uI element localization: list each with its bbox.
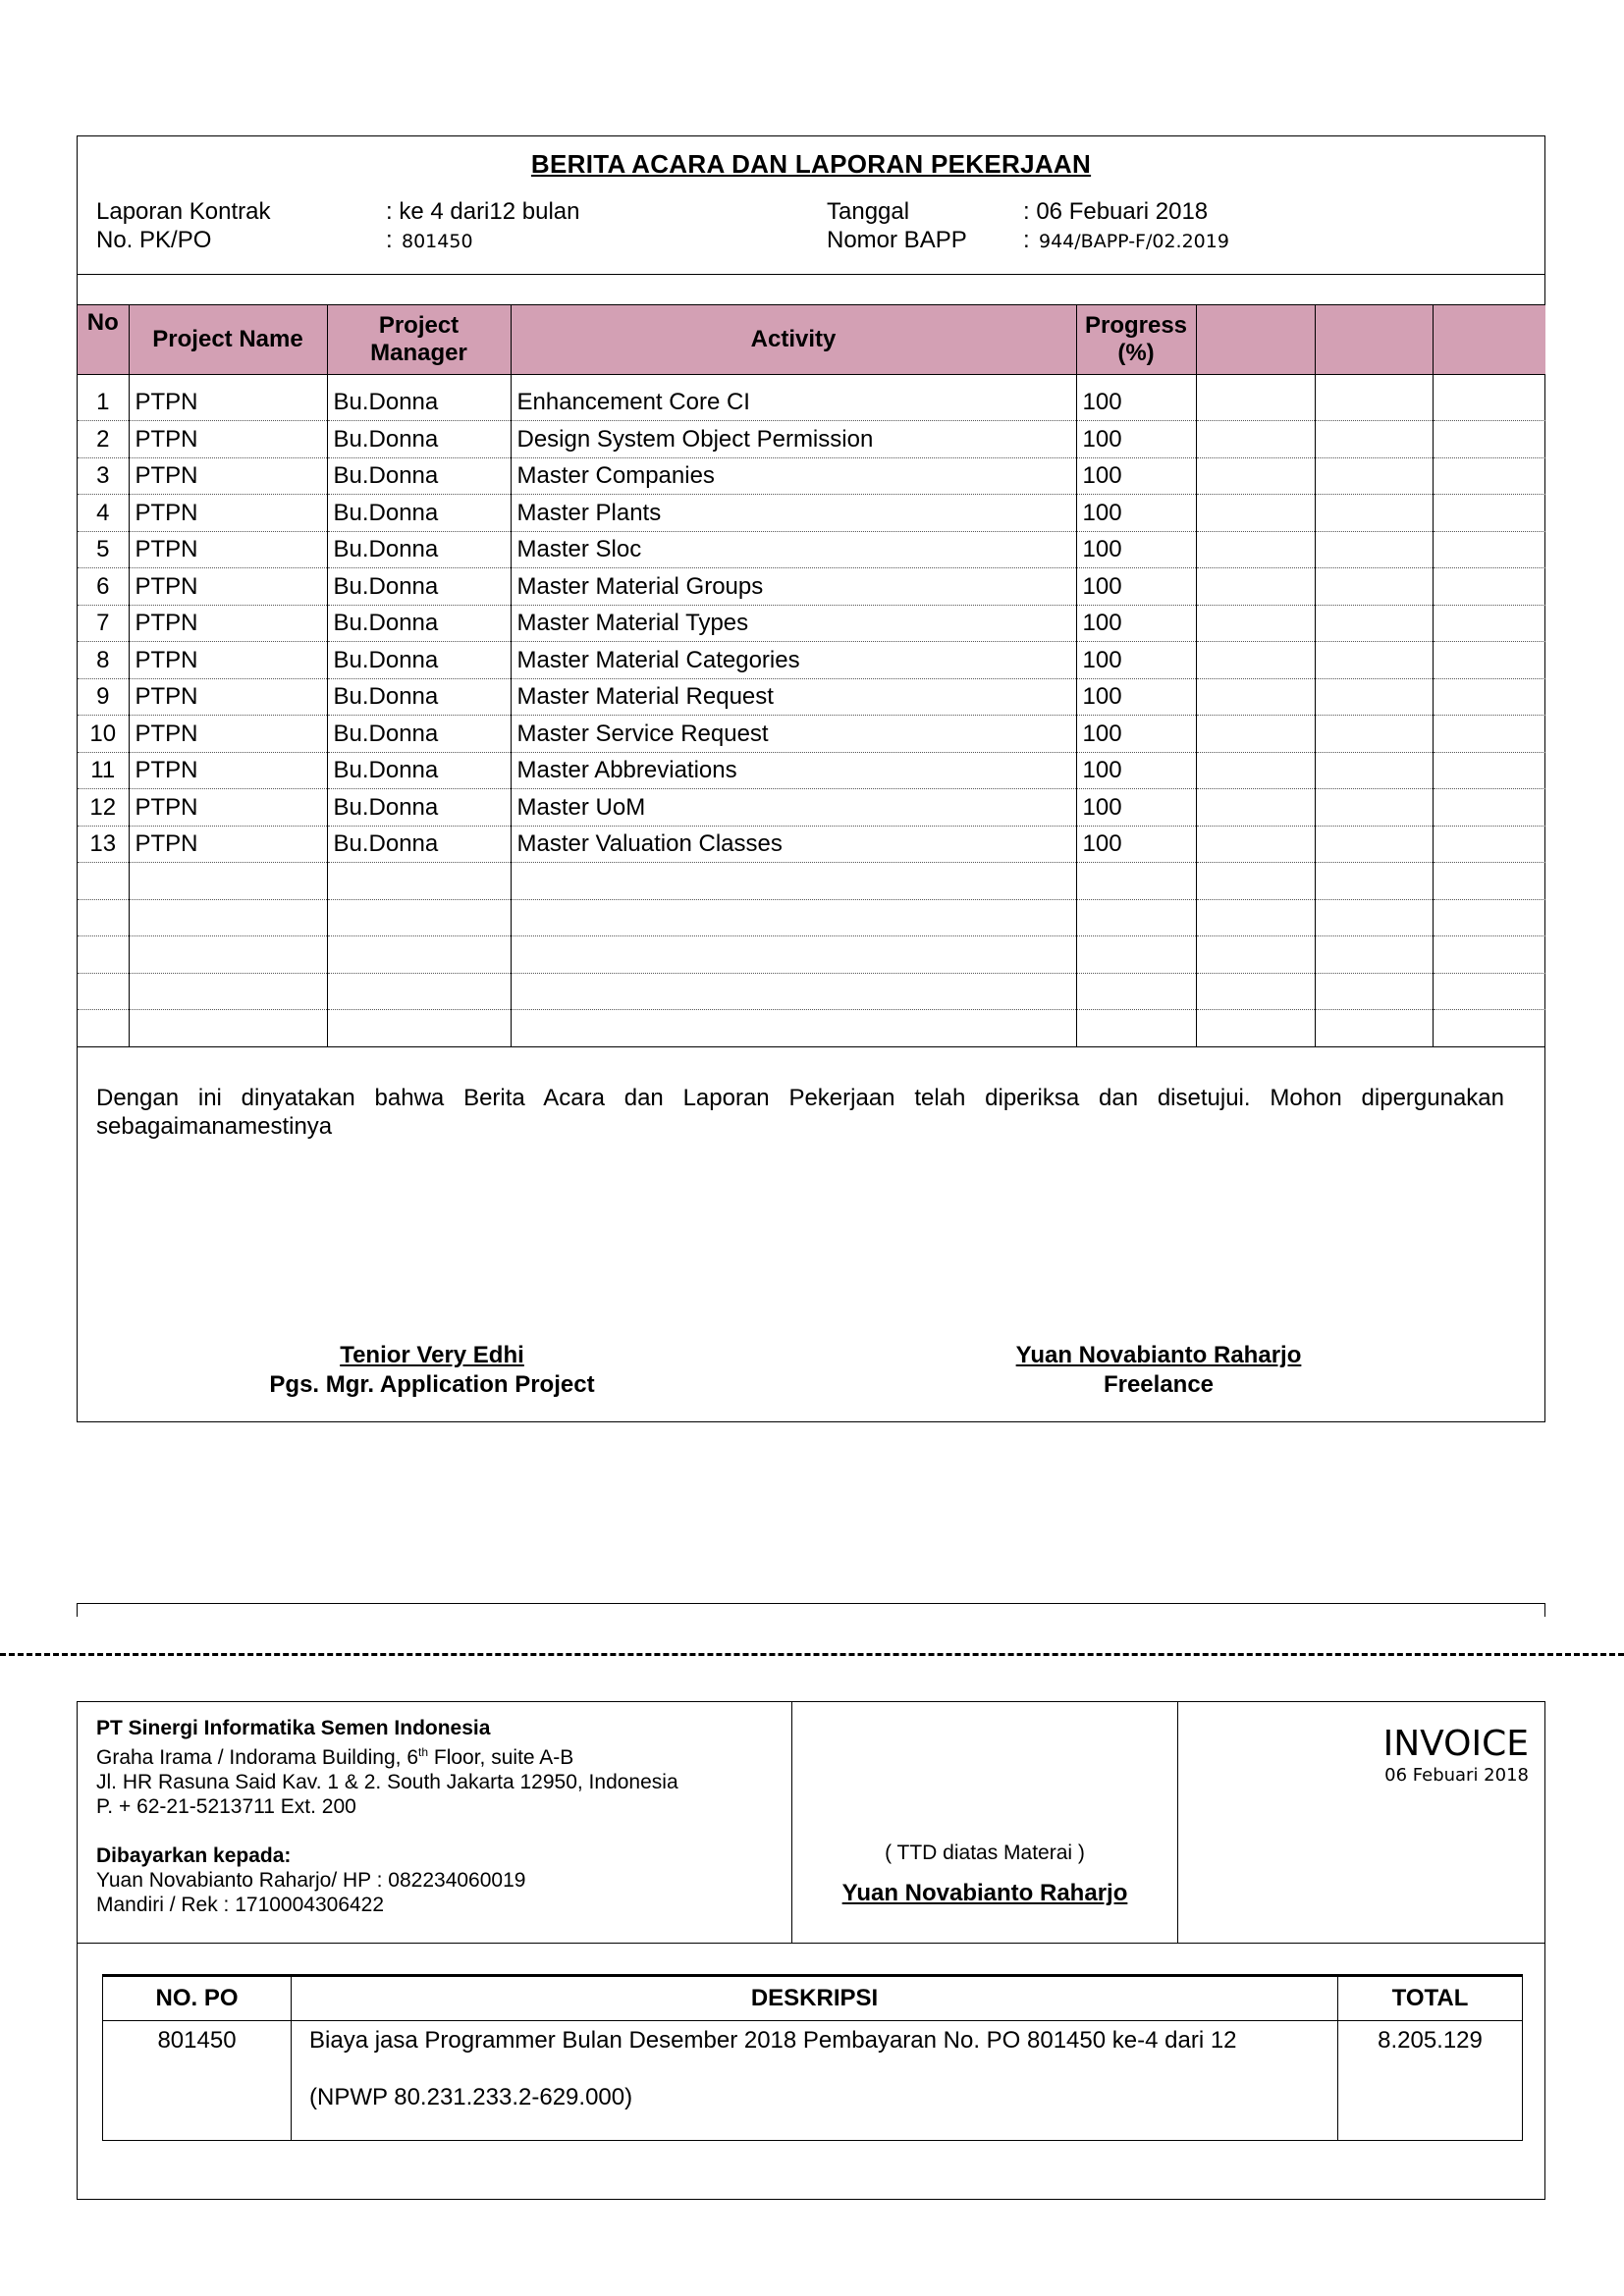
empty-cell [1433, 826, 1545, 863]
nomor-bapp-value: 944/BAPP-F/02.2019 [1039, 231, 1229, 252]
empty-cell [129, 863, 327, 900]
laporan-kontrak-label: Laporan Kontrak [96, 198, 271, 225]
cell-project: PTPN [129, 421, 327, 458]
cell-no: 6 [78, 568, 129, 606]
empty-cell [1433, 899, 1545, 936]
empty-cell [327, 936, 511, 974]
table-row [78, 457, 1545, 495]
empty-cell [1315, 531, 1433, 568]
empty-cell [1315, 642, 1433, 679]
cell-no: 7 [78, 605, 129, 642]
cell-no: 8 [78, 642, 129, 679]
empty-cell [1315, 789, 1433, 827]
empty-cell [511, 1010, 1076, 1047]
cell-project: PTPN [129, 678, 327, 716]
empty-cell [1196, 826, 1315, 863]
empty-cell [78, 863, 129, 900]
cell-project: PTPN [129, 495, 327, 532]
no-pkpo-colon: : [386, 227, 393, 253]
empty-cell [1196, 568, 1315, 606]
table-row [78, 495, 1545, 532]
empty-cell [1433, 375, 1545, 421]
table-row [78, 826, 1545, 863]
table-header-row [78, 305, 1545, 375]
laporan-kontrak-value: : ke 4 dari12 bulan [386, 198, 580, 225]
cell-pm: Bu.Donna [327, 678, 511, 716]
empty-cell [1433, 789, 1545, 827]
empty-cell [1315, 568, 1433, 606]
empty-cell [1315, 375, 1433, 421]
table-row [78, 531, 1545, 568]
invoice-divider-2 [1177, 1701, 1178, 1944]
col-project-manager: Project Manager [327, 305, 511, 375]
empty-cell [129, 936, 327, 974]
empty-cell [1196, 531, 1315, 568]
empty-cell [1315, 863, 1433, 900]
header-divider [77, 274, 1545, 275]
cell-progress: 100 [1076, 826, 1196, 863]
empty-cell [1315, 421, 1433, 458]
empty-cell [327, 973, 511, 1010]
empty-cell [129, 973, 327, 1010]
empty-cell [129, 899, 327, 936]
table-row [78, 973, 1545, 1010]
cell-pm: Bu.Donna [327, 826, 511, 863]
table-row [78, 678, 1545, 716]
cell-pm: Bu.Donna [327, 752, 511, 789]
cell-pm: Bu.Donna [327, 421, 511, 458]
cell-pm: Bu.Donna [327, 495, 511, 532]
cell-no: 5 [78, 531, 129, 568]
empty-cell [1433, 973, 1545, 1010]
invoice-header-row [103, 1976, 1523, 2021]
nomor-bapp-colon: : [1023, 227, 1030, 253]
empty-cell [78, 1010, 129, 1047]
cell-pm: Bu.Donna [327, 568, 511, 606]
nomor-bapp-label: Nomor BAPP [827, 227, 967, 253]
cell-no: 10 [78, 716, 129, 753]
empty-cell [1315, 899, 1433, 936]
address-1-text-post: Floor, suite A-B [428, 1746, 574, 1769]
empty-cell [1433, 936, 1545, 974]
col-total: TOTAL [1338, 1976, 1523, 2021]
empty-cell [1196, 495, 1315, 532]
cell-pm: Bu.Donna [327, 642, 511, 679]
empty-cell [1433, 752, 1545, 789]
cell-activity: Master Material Categories [511, 642, 1076, 679]
empty-cell [1076, 1010, 1196, 1047]
col-progress: Progress (%) [1076, 305, 1196, 375]
col-activity: Activity [511, 305, 1076, 375]
invoice-date: 06 Febuari 2018 [1384, 1765, 1529, 1786]
cell-progress: 100 [1076, 457, 1196, 495]
invoice-item-row [103, 2021, 1523, 2141]
empty-cell [1076, 863, 1196, 900]
table-row [78, 936, 1545, 974]
col-extra-3 [1433, 305, 1545, 375]
empty-cell [1196, 716, 1315, 753]
cell-project: PTPN [129, 716, 327, 753]
table-row [78, 1010, 1545, 1047]
cell-project: PTPN [129, 531, 327, 568]
cell-pm: Bu.Donna [327, 375, 511, 421]
invoice-title: INVOICE [1382, 1724, 1529, 1764]
cell-activity: Master Material Groups [511, 568, 1076, 606]
empty-cell [1196, 789, 1315, 827]
empty-cell [78, 936, 129, 974]
cell-project: PTPN [129, 457, 327, 495]
cell-pm: Bu.Donna [327, 605, 511, 642]
cell-activity: Master UoM [511, 789, 1076, 827]
empty-cell [511, 936, 1076, 974]
empty-cell [1315, 605, 1433, 642]
item-desc [292, 2021, 1338, 2141]
empty-cell [1196, 1010, 1315, 1047]
cell-progress: 100 [1076, 752, 1196, 789]
empty-cell [1196, 457, 1315, 495]
empty-cell [1196, 899, 1315, 936]
cell-project: PTPN [129, 752, 327, 789]
empty-cell [1196, 375, 1315, 421]
cell-progress: 100 [1076, 421, 1196, 458]
empty-cell [511, 899, 1076, 936]
empty-cell [1196, 678, 1315, 716]
cell-activity: Master Plants [511, 495, 1076, 532]
paid-to-label: Dibayarkan kepada: [96, 1844, 292, 1867]
cell-activity: Master Service Request [511, 716, 1076, 753]
empty-cell [1315, 826, 1433, 863]
cell-no: 1 [78, 375, 129, 421]
approval-statement: Dengan ini dinyatakan bahwa Berita Acara dan Laporan Pekerjaan telah diperiksa dan disetujui. Mohon dipergunakan sebagaimanamestinya [96, 1085, 1504, 1140]
tanggal-label: Tanggal [827, 198, 910, 225]
company-address-2: Jl. HR Rasuna Said Kav. 1 & 2. South Jakarta 12950, Indonesia [96, 1771, 678, 1793]
empty-cell [1315, 457, 1433, 495]
table-row [78, 789, 1545, 827]
cell-progress: 100 [1076, 605, 1196, 642]
cell-no: 2 [78, 421, 129, 458]
empty-cell [1433, 1010, 1545, 1047]
item-desc-line-2: (NPWP 80.231.233.2-629.000) [309, 2084, 633, 2110]
item-po: 801450 [103, 2021, 292, 2141]
invoice-company-block [96, 1716, 784, 1917]
cell-project: PTPN [129, 605, 327, 642]
empty-cell [1433, 863, 1545, 900]
empty-cell [1315, 752, 1433, 789]
cell-no: 3 [78, 457, 129, 495]
cell-pm: Bu.Donna [327, 716, 511, 753]
table-row [78, 375, 1545, 421]
table-row [78, 605, 1545, 642]
table-row [78, 421, 1545, 458]
empty-cell [1076, 899, 1196, 936]
table-row [78, 752, 1545, 789]
partial-frame [77, 1603, 1545, 1617]
cell-project: PTPN [129, 789, 327, 827]
table-row [78, 568, 1545, 606]
empty-cell [1433, 495, 1545, 532]
col-project-name: Project Name [129, 305, 327, 375]
cell-progress: 100 [1076, 716, 1196, 753]
no-pkpo-label: No. PK/PO [96, 227, 212, 253]
empty-cell [1196, 421, 1315, 458]
cell-no: 4 [78, 495, 129, 532]
invoice-header-divider [77, 1943, 1545, 1944]
cell-project: PTPN [129, 826, 327, 863]
empty-cell [1433, 605, 1545, 642]
empty-cell [1433, 678, 1545, 716]
cell-no: 13 [78, 826, 129, 863]
empty-cell [1433, 421, 1545, 458]
address-1-text: Graha Irama / Indorama Building, 6 [96, 1746, 419, 1769]
cell-activity: Master Abbreviations [511, 752, 1076, 789]
empty-cell [78, 973, 129, 1010]
cell-progress: 100 [1076, 375, 1196, 421]
empty-cell [1315, 1010, 1433, 1047]
cell-activity: Master Valuation Classes [511, 826, 1076, 863]
empty-cell [1196, 973, 1315, 1010]
cell-no: 12 [78, 789, 129, 827]
col-po: NO. PO [103, 1976, 292, 2021]
ttd-note: ( TTD diatas Materai ) [885, 1842, 1085, 1864]
cell-no: 9 [78, 678, 129, 716]
bank-account: Mandiri / Rek : 1710004306422 [96, 1894, 385, 1916]
invoice-signer: Yuan Novabianto Raharjo [841, 1880, 1128, 1906]
cell-progress: 100 [1076, 678, 1196, 716]
tanggal-value: : 06 Febuari 2018 [1023, 198, 1209, 225]
empty-cell [511, 973, 1076, 1010]
empty-cell [1076, 973, 1196, 1010]
col-no: No [78, 305, 129, 375]
empty-cell [78, 899, 129, 936]
cell-activity: Master Material Types [511, 605, 1076, 642]
activity-table [78, 304, 1545, 1047]
signature-right [913, 1341, 1404, 1400]
signer-right-role: Freelance [1103, 1371, 1215, 1398]
cell-pm: Bu.Donna [327, 789, 511, 827]
empty-cell [1433, 568, 1545, 606]
empty-cell [1196, 863, 1315, 900]
cut-line [0, 1653, 1624, 1656]
table-row [78, 899, 1545, 936]
empty-cell [1196, 642, 1315, 679]
empty-cell [1196, 936, 1315, 974]
cell-activity: Master Sloc [511, 531, 1076, 568]
company-name: PT Sinergi Informatika Semen Indonesia [96, 1717, 491, 1739]
empty-cell [1315, 495, 1433, 532]
cell-no: 11 [78, 752, 129, 789]
empty-cell [1315, 716, 1433, 753]
empty-cell [1433, 531, 1545, 568]
payee: Yuan Novabianto Raharjo/ HP : 082234060019 [96, 1869, 526, 1892]
no-pkpo-value: 801450 [402, 231, 473, 252]
empty-cell [1315, 936, 1433, 974]
signer-right-name: Yuan Novabianto Raharjo [1015, 1342, 1302, 1368]
empty-cell [1196, 605, 1315, 642]
item-desc-line-1: Biaya jasa Programmer Bulan Desember 2018 Pembayaran No. PO 801450 ke-4 dari 12 [309, 2027, 1237, 2054]
berita-acara-title: BERITA ACARA DAN LAPORAN PEKERJAAN [530, 149, 1092, 179]
invoice-table [102, 1974, 1523, 2141]
cell-progress: 100 [1076, 568, 1196, 606]
empty-cell [1076, 936, 1196, 974]
company-address-1 [96, 1740, 784, 1770]
cell-activity: Master Material Request [511, 678, 1076, 716]
signature-left [187, 1341, 677, 1400]
empty-cell [1196, 752, 1315, 789]
col-desc: DESKRIPSI [292, 1976, 1338, 2021]
col-extra-2 [1315, 305, 1433, 375]
empty-cell [1433, 457, 1545, 495]
cell-activity: Master Companies [511, 457, 1076, 495]
empty-cell [327, 863, 511, 900]
cell-activity: Design System Object Permission [511, 421, 1076, 458]
table-row [78, 716, 1545, 753]
empty-cell [327, 899, 511, 936]
empty-cell [1315, 678, 1433, 716]
invoice-divider-1 [791, 1701, 792, 1944]
empty-cell [327, 1010, 511, 1047]
empty-cell [129, 1010, 327, 1047]
cell-progress: 100 [1076, 495, 1196, 532]
table-row [78, 863, 1545, 900]
table-row [78, 642, 1545, 679]
cell-project: PTPN [129, 375, 327, 421]
empty-cell [1315, 973, 1433, 1010]
address-1-sup: th [418, 1745, 429, 1759]
item-total: 8.205.129 [1338, 2021, 1523, 2141]
cell-project: PTPN [129, 642, 327, 679]
col-extra-1 [1196, 305, 1315, 375]
company-phone: P. + 62-21-5213711 Ext. 200 [96, 1795, 356, 1818]
empty-cell [511, 863, 1076, 900]
signer-left-name: Tenior Very Edhi [340, 1342, 524, 1368]
cell-progress: 100 [1076, 642, 1196, 679]
cell-pm: Bu.Donna [327, 457, 511, 495]
cell-progress: 100 [1076, 531, 1196, 568]
empty-cell [1433, 642, 1545, 679]
cell-activity: Enhancement Core CI [511, 375, 1076, 421]
empty-cell [1433, 716, 1545, 753]
cell-pm: Bu.Donna [327, 531, 511, 568]
cell-project: PTPN [129, 568, 327, 606]
signer-left-role: Pgs. Mgr. Application Project [269, 1371, 595, 1398]
cell-progress: 100 [1076, 789, 1196, 827]
